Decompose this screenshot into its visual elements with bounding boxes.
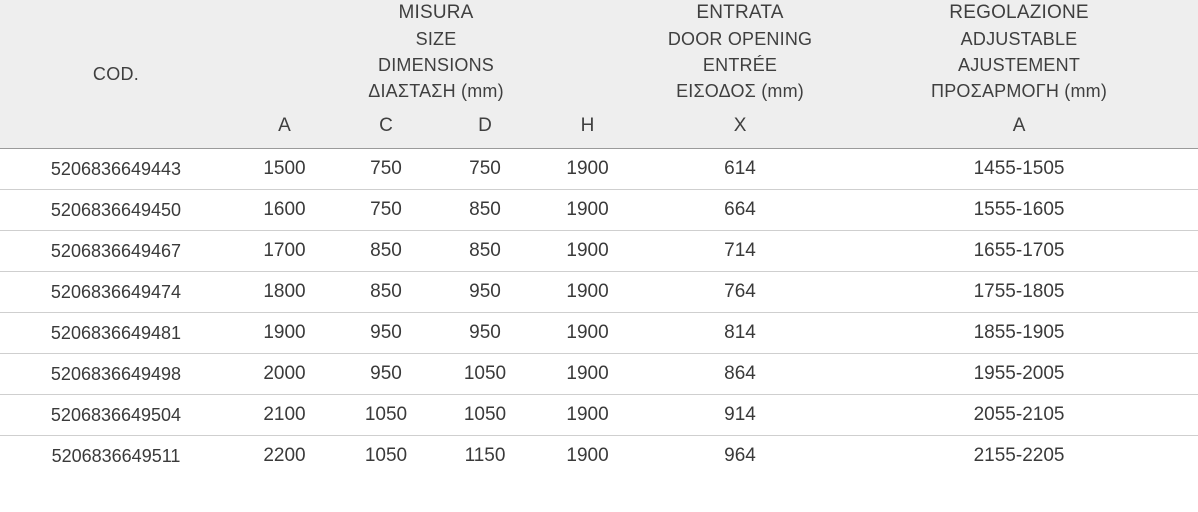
header-entrata-line2: DOOR OPENING xyxy=(667,29,813,49)
cell-cod: 5206836649443 xyxy=(0,149,232,190)
cell-cod: 5206836649511 xyxy=(0,436,232,477)
cell-d: 750 xyxy=(435,149,535,190)
cell-d: 850 xyxy=(435,190,535,231)
cell-a: 2100 xyxy=(232,395,337,436)
cell-d: 950 xyxy=(435,272,535,313)
cell-h: 1900 xyxy=(535,149,640,190)
header-regolazione-line4: ΠΡΟΣΑΡΜΟΓΗ (mm) xyxy=(931,81,1108,101)
table-row xyxy=(0,272,1198,313)
header-regolazione-line1: REGOLAZIONE xyxy=(949,2,1089,23)
header-cod-label: COD. xyxy=(92,63,140,84)
cell-cod: 5206836649474 xyxy=(0,272,232,313)
cell-reg: 1955-2005 xyxy=(840,354,1198,395)
subheader-reg-a: A xyxy=(840,104,1198,149)
header-regolazione-line2: ADJUSTABLE xyxy=(960,29,1078,49)
cell-a: 1500 xyxy=(232,149,337,190)
cell-d: 1050 xyxy=(435,395,535,436)
header-misura-line1: MISURA xyxy=(398,2,474,23)
header-group-entrata xyxy=(640,0,840,104)
cell-x: 614 xyxy=(640,149,840,190)
cell-reg: 2055-2105 xyxy=(840,395,1198,436)
cell-d: 950 xyxy=(435,313,535,354)
header-entrata-line4: ΕΙΣΟΔΟΣ (mm) xyxy=(676,81,804,101)
cell-c: 950 xyxy=(337,313,435,354)
cell-cod: 5206836649450 xyxy=(0,190,232,231)
header-group-misura xyxy=(232,0,640,104)
cell-h: 1900 xyxy=(535,313,640,354)
cell-c: 850 xyxy=(337,231,435,272)
cell-a: 1900 xyxy=(232,313,337,354)
cell-c: 750 xyxy=(337,190,435,231)
header-misura-line2: SIZE xyxy=(415,29,457,49)
cell-c: 1050 xyxy=(337,436,435,477)
cell-a: 1800 xyxy=(232,272,337,313)
table-row xyxy=(0,436,1198,477)
cell-d: 1150 xyxy=(435,436,535,477)
cell-h: 1900 xyxy=(535,436,640,477)
cell-a: 2200 xyxy=(232,436,337,477)
cell-c: 950 xyxy=(337,354,435,395)
cell-cod: 5206836649504 xyxy=(0,395,232,436)
cell-h: 1900 xyxy=(535,395,640,436)
header-cod xyxy=(0,0,232,149)
subheader-h: H xyxy=(535,104,640,149)
cell-d: 850 xyxy=(435,231,535,272)
cell-h: 1900 xyxy=(535,190,640,231)
cell-d: 1050 xyxy=(435,354,535,395)
header-entrata-line3: ENTRÉE xyxy=(702,55,778,75)
cell-reg: 1755-1805 xyxy=(840,272,1198,313)
subheader-d: D xyxy=(435,104,535,149)
header-group-row xyxy=(0,0,1198,104)
cell-reg: 1855-1905 xyxy=(840,313,1198,354)
table-row xyxy=(0,149,1198,190)
cell-x: 764 xyxy=(640,272,840,313)
cell-h: 1900 xyxy=(535,354,640,395)
cell-a: 1700 xyxy=(232,231,337,272)
cell-h: 1900 xyxy=(535,231,640,272)
subheader-a: A xyxy=(232,104,337,149)
cell-x: 664 xyxy=(640,190,840,231)
cell-reg: 1655-1705 xyxy=(840,231,1198,272)
cell-h: 1900 xyxy=(535,272,640,313)
cell-a: 1600 xyxy=(232,190,337,231)
header-misura-line4: ΔΙΑΣΤΑΣΗ (mm) xyxy=(368,81,504,101)
cell-cod: 5206836649467 xyxy=(0,231,232,272)
table-row xyxy=(0,231,1198,272)
cell-x: 914 xyxy=(640,395,840,436)
cell-reg: 1455-1505 xyxy=(840,149,1198,190)
header-entrata-line1: ENTRATA xyxy=(696,2,784,23)
subheader-x: X xyxy=(640,104,840,149)
cell-c: 850 xyxy=(337,272,435,313)
cell-reg: 2155-2205 xyxy=(840,436,1198,477)
header-regolazione-line3: AJUSTEMENT xyxy=(958,55,1081,75)
cell-a: 2000 xyxy=(232,354,337,395)
cell-x: 814 xyxy=(640,313,840,354)
table-row xyxy=(0,395,1198,436)
cell-c: 1050 xyxy=(337,395,435,436)
header-misura-line3: DIMENSIONS xyxy=(378,55,495,75)
cell-x: 964 xyxy=(640,436,840,477)
table-row xyxy=(0,313,1198,354)
cell-cod: 5206836649498 xyxy=(0,354,232,395)
cell-reg: 1555-1605 xyxy=(840,190,1198,231)
cell-c: 750 xyxy=(337,149,435,190)
table-row xyxy=(0,190,1198,231)
header-group-regolazione xyxy=(840,0,1198,104)
table-body xyxy=(0,149,1198,477)
cell-x: 714 xyxy=(640,231,840,272)
cell-x: 864 xyxy=(640,354,840,395)
subheader-c: C xyxy=(337,104,435,149)
table-row xyxy=(0,354,1198,395)
cell-cod: 5206836649481 xyxy=(0,313,232,354)
